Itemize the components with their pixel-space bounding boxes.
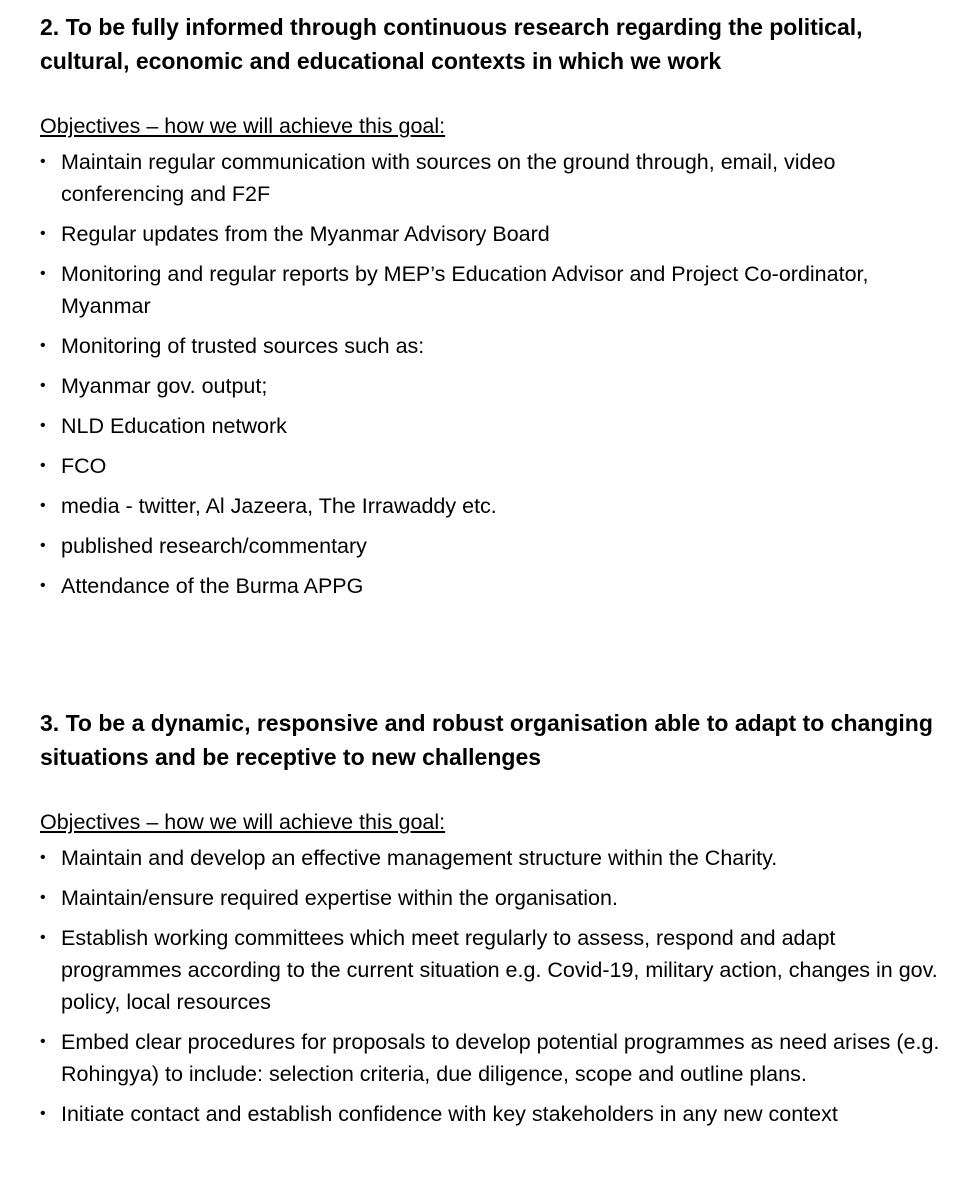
bullet-icon: • (40, 849, 46, 866)
list-item-text: Maintain and develop an effective management structure within the Charity. (61, 846, 778, 870)
list-item-text: Attendance of the Burma APPG (61, 574, 364, 598)
list-item-text: Embed clear procedures for proposals to develop potential programmes as need arises (e.g. Rohingya) to include: selection criteria, due diligence, scope and outline plans. (61, 1030, 940, 1086)
goal-section-3 (40, 706, 945, 1130)
bullet-icon: • (40, 1105, 46, 1122)
list-item (40, 258, 945, 322)
list-item-text: Maintain regular communication with sources on the ground through, email, video conferencing and F2F (61, 150, 836, 206)
document-page (40, 10, 945, 1138)
bullet-icon: • (40, 153, 46, 170)
list-item-text: Establish working committees which meet regularly to assess, respond and adapt programmes according to the current situation e.g. Covid-19, military action, changes in gov. policy, local resources (61, 926, 938, 1014)
list-item (40, 882, 945, 914)
list-item (40, 530, 945, 562)
list-item (40, 330, 945, 362)
list-item (40, 842, 945, 874)
list-item (40, 370, 945, 402)
list-item-text: Initiate contact and establish confidence with key stakeholders in any new context (61, 1102, 838, 1126)
list-item-text: Myanmar gov. output; (61, 374, 268, 398)
list-item (40, 922, 945, 1018)
list-item-text: NLD Education network (61, 414, 287, 438)
bullet-icon: • (40, 225, 46, 242)
list-item-text: media - twitter, Al Jazeera, The Irrawaddy etc. (61, 494, 497, 518)
bullet-icon: • (40, 337, 46, 354)
list-item (40, 218, 945, 250)
bullet-icon: • (40, 265, 46, 282)
bullet-icon: • (40, 889, 46, 906)
list-item (40, 146, 945, 210)
goal-heading: 2. To be fully informed through continuous research regarding the political, cultural, economic and educational contexts in which we work (40, 14, 863, 74)
objectives-list (40, 146, 945, 602)
objectives-label: Objectives – how we will achieve this goal: (40, 114, 446, 138)
list-item (40, 410, 945, 442)
bullet-icon: • (40, 929, 46, 946)
objectives-list (40, 842, 945, 1130)
list-item-text: Regular updates from the Myanmar Advisory Board (61, 222, 550, 246)
list-item-text: Monitoring of trusted sources such as: (61, 334, 425, 358)
list-item-text: FCO (61, 454, 107, 478)
objectives-label: Objectives – how we will achieve this goal: (40, 810, 446, 834)
list-item (40, 1098, 945, 1130)
goal-heading: 3. To be a dynamic, responsive and robust organisation able to adapt to changing situations and be receptive to new challenges (40, 710, 933, 770)
bullet-icon: • (40, 1033, 46, 1050)
bullet-icon: • (40, 377, 46, 394)
goal-section-2 (40, 10, 945, 602)
bullet-icon: • (40, 497, 46, 514)
list-item-text: published research/commentary (61, 534, 367, 558)
list-item (40, 1026, 945, 1090)
list-item-text: Maintain/ensure required expertise within the organisation. (61, 886, 618, 910)
list-item-text: Monitoring and regular reports by MEP’s Education Advisor and Project Co-ordinator, Myanmar (61, 262, 869, 318)
bullet-icon: • (40, 457, 46, 474)
list-item (40, 490, 945, 522)
list-item (40, 450, 945, 482)
bullet-icon: • (40, 537, 46, 554)
bullet-icon: • (40, 577, 46, 594)
list-item (40, 570, 945, 602)
bullet-icon: • (40, 417, 46, 434)
